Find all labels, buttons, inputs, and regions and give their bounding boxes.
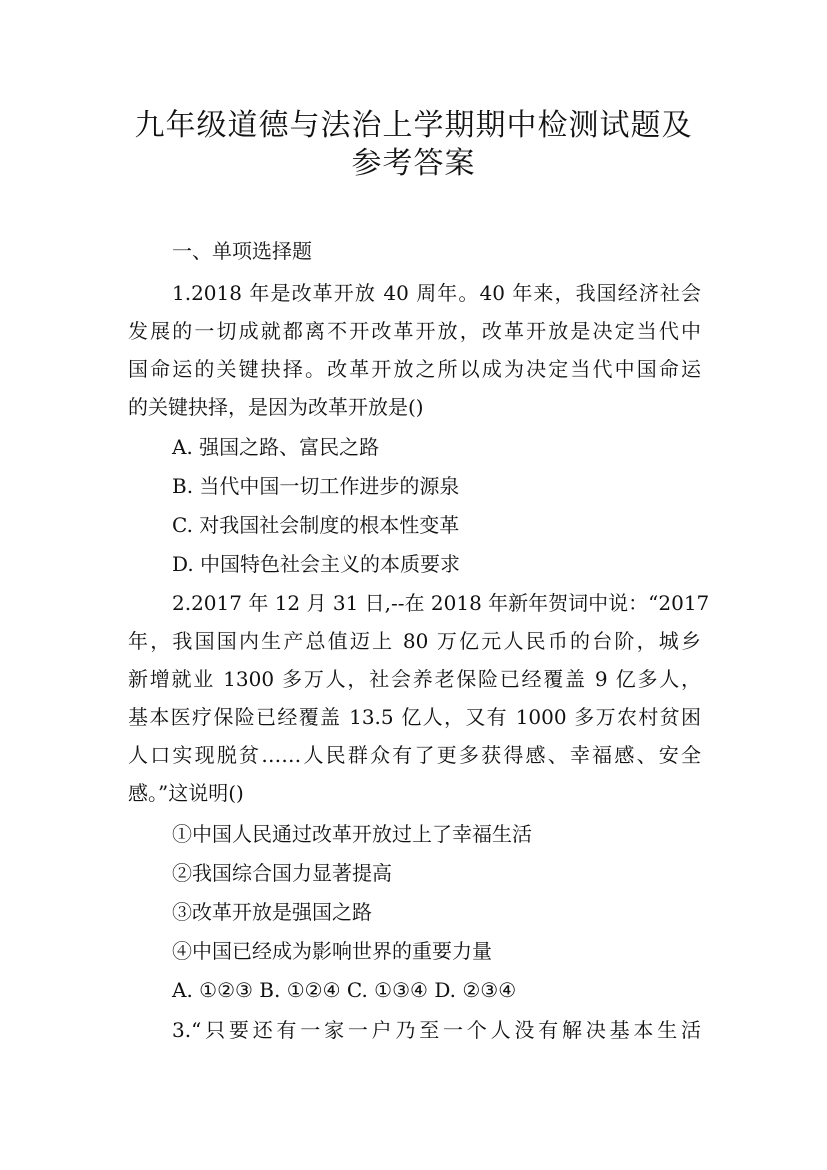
question-2-line-6: 感。”这说明() (128, 781, 244, 805)
question-3-line-1: 3.“只要还有一家一户乃至一个人没有解决基本生活 (172, 1018, 701, 1042)
question-1-line-2: 发展的一切成就都离不开改革开放，改革开放是决定当代中 (128, 319, 701, 343)
question-1-option-b: B. 当代中国一切工作进步的源泉 (172, 474, 460, 498)
question-1-option-c: C. 对我国社会制度的根本性变革 (172, 513, 460, 537)
question-2-line-5: 人口实现脱贫……人民群众有了更多获得感、幸福感、安全 (128, 743, 701, 767)
question-2-line-3: 新增就业 1300 多万人，社会养老保险已经覆盖 9 亿多人， (128, 667, 701, 691)
document-title-line-2: 参考答案 (351, 146, 476, 181)
question-2-item-2: ②我国综合国力显著提高 (172, 861, 392, 885)
question-1-option-d: D. 中国特色社会主义的本质要求 (172, 552, 461, 576)
question-2-item-1: ①中国人民通过改革开放过上了幸福生活 (172, 822, 532, 846)
question-2-line-1: 2.2017 年 12 月 31 日,--在 2018 年新年贺词中说：“2017 (172, 591, 710, 615)
question-1-option-a: A. 强国之路、富民之路 (172, 435, 380, 459)
question-2-line-2: 年，我国国内生产总值迈上 80 万亿元人民币的台阶，城乡 (128, 629, 701, 653)
question-2-item-4: ④中国已经成为影响世界的重要力量 (172, 939, 492, 963)
document-title-line-1: 九年级道德与法治上学期期中检测试题及 (134, 108, 693, 143)
section-heading: 一、单项选择题 (172, 239, 312, 263)
question-1-line-1: 1.2018 年是改革开放 40 周年。40 年来，我国经济社会 (172, 281, 701, 305)
question-1-line-3: 国命运的关键抉择。改革开放之所以成为决定当代中国命运 (128, 357, 701, 381)
question-1-line-4: 的关键抉择，是因为改革开放是() (128, 395, 424, 419)
question-2-line-4: 基本医疗保险已经覆盖 13.5 亿人，又有 1000 多万农村贫困 (128, 705, 701, 729)
question-2-options: A. ①②③ B. ①②④ C. ①③④ D. ②③④ (172, 978, 517, 1002)
question-2-item-3: ③改革开放是强国之路 (172, 900, 372, 924)
